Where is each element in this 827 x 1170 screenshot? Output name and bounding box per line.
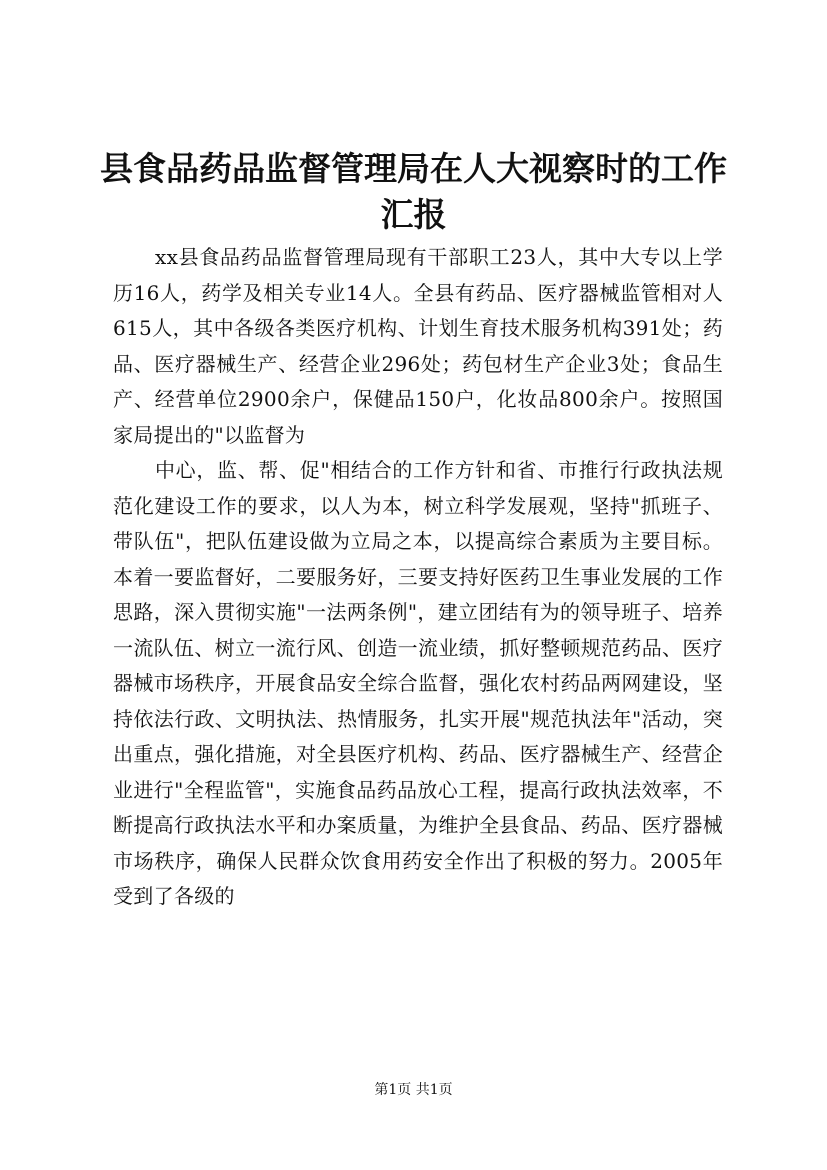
document-title: 县食品药品监督管理局在人大视察时的工作汇报 [100, 149, 727, 234]
paragraph-1: xx县食品药品监督管理局现有干部职工23人，其中大专以上学历16人，药学及相关专业14人。全县有药品、医疗器械监管相对人615人，其中各级各类医疗机构、计划生育技术服务机构391处；药品、医疗器械生产、经营企业296处；药包材生产企业3处；食品生产、经营单位2900余户，保健品150户，化妆品800余户。按照国家局提出的"以监督为 [113, 245, 723, 447]
paragraph-2: 中心，监、帮、促"相结合的工作方针和省、市推行行政执法规范化建设工作的要求，以人为本，树立科学发展观，坚持"抓班子、带队伍"，把队伍建设做为立局之本，以提高综合素质为主要目标。本着一要监督好，二要服务好，三要支持好医药卫生事业发展的工作思路，深入贯彻实施"一法两条例"，建立团结有为的领导班子、培养一流队伍、树立一流行风、创造一流业绩，抓好整顿规范药品、医疗器械市场秩序，开展食品安全综合监督，强化农村药品两网建设，坚持依法行政、文明执法、热情服务，扎实开展"规范执法年"活动，突出重点，强化措施，对全县医疗机构、药品、医疗器械生产、经营企业进行"全程监管"，实施食品药品放心工程，提高行政执法效率，不断提高行政执法水平和办案质量，为维护全县食品、药品、医疗器械市场秩序，确保人民群众饮食用药安全作出了积极的努力。2005年受到了各级的 [113, 458, 723, 908]
page-number-footer: 第1页 共1页 [374, 1082, 453, 1098]
document-body [113, 240, 723, 915]
